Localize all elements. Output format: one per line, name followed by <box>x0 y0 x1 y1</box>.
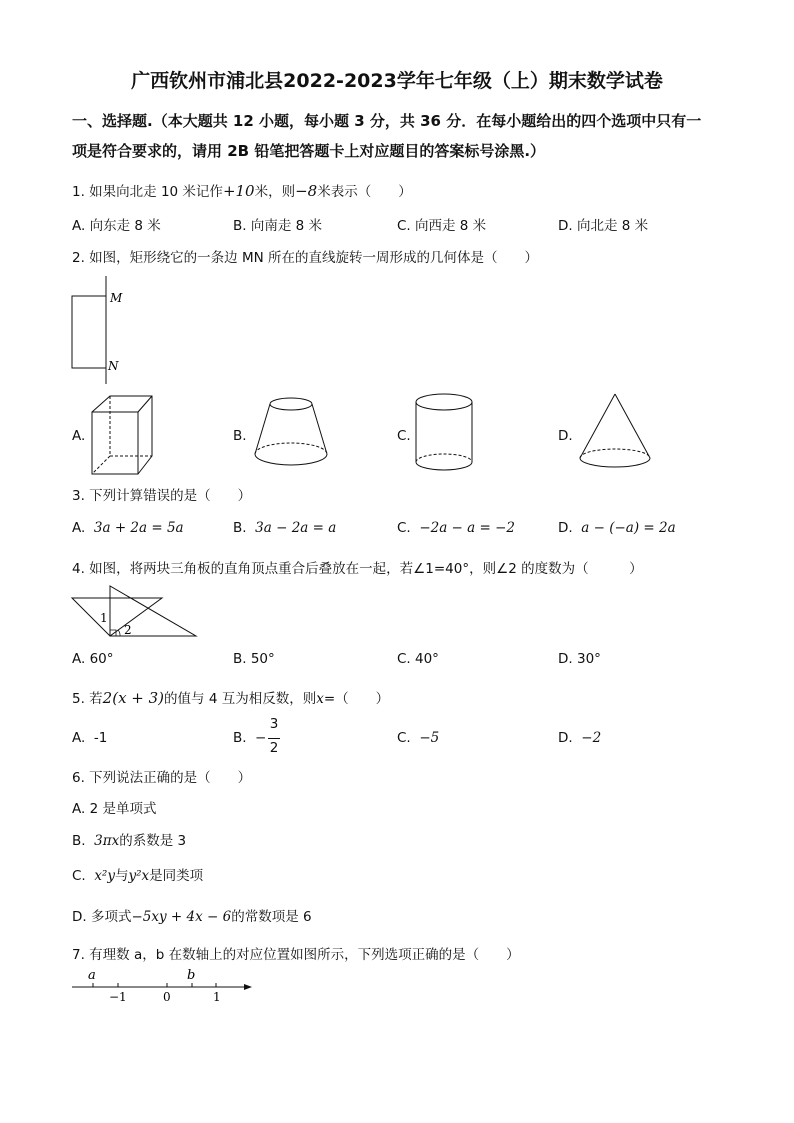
question-6-stem: 6. 下列说法正确的是（ ） <box>72 770 252 786</box>
tick-label-neg1: −1 <box>109 990 127 1004</box>
q6-option-d[interactable]: D. 多项式−5xy + 4x − 6的常数项是 6 <box>72 909 312 925</box>
number-line-figure <box>68 966 258 1006</box>
q1-option-b[interactable]: B. 向南走 8 米 <box>233 218 323 234</box>
question-1-stem: 1. 如果向北走 10 米记作+10米，则−8米表示（ ） <box>72 182 412 200</box>
q3-option-b[interactable]: B. 3a − 2a = a <box>233 520 337 536</box>
question-5-stem: 5. 若2(x + 3)的值与 4 互为相反数，则x=（ ） <box>72 689 390 707</box>
q1-option-a[interactable]: A. 向东走 8 米 <box>72 218 161 234</box>
fraction-denominator: 2 <box>269 740 279 756</box>
q4-option-c[interactable]: C. 40° <box>397 651 439 667</box>
q2-rectangle-figure <box>68 274 138 389</box>
point-b-label: b <box>187 968 196 983</box>
q3-option-d[interactable]: D. a − (−a) = 2a <box>558 520 676 536</box>
cylinder-figure <box>414 392 476 476</box>
question-4-stem: 4. 如图，将两块三角板的直角顶点重合后叠放在一起，若∠1=40°，则∠2 的度数为（ ） <box>72 561 643 577</box>
cone-figure <box>576 392 656 476</box>
q3-option-c[interactable]: C. −2a − a = −2 <box>397 520 515 536</box>
q3-option-a[interactable]: A. 3a + 2a = 5a <box>72 520 184 536</box>
label-n: N <box>108 359 119 373</box>
angle-1-label: 1 <box>100 611 108 625</box>
fraction-numerator: 3 <box>269 716 279 732</box>
frustum-figure <box>250 394 332 474</box>
tick-label-0: 0 <box>163 990 171 1004</box>
q2-option-c[interactable]: C. <box>397 428 411 444</box>
fraction-bar <box>268 738 280 739</box>
angle-2-label: 2 <box>124 623 132 637</box>
q1-option-c[interactable]: C. 向西走 8 米 <box>397 218 487 234</box>
cuboid-figure <box>86 392 156 480</box>
question-3-stem: 3. 下列计算错误的是（ ） <box>72 488 252 504</box>
question-7-stem: 7. 有理数 a，b 在数轴上的对应位置如图所示，下列选项正确的是（ ） <box>72 947 520 963</box>
section-heading-line2: 项是符合要求的，请用 2B 铅笔把答题卡上对应题目的答案标号涂黑.） <box>72 142 546 160</box>
question-2-stem: 2. 如图，矩形绕它的一条边 MN 所在的直线旋转一周形成的几何体是（ ） <box>72 250 538 266</box>
section-heading-line1: 一、选择题.（本大题共 12 小题，每小题 3 分，共 36 分．在每小题给出的四个选项中只有一 <box>72 112 702 130</box>
q6-option-a[interactable]: A. 2 是单项式 <box>72 801 157 817</box>
q2-option-b[interactable]: B. <box>233 428 247 444</box>
q2-option-d[interactable]: D. <box>558 428 573 444</box>
point-a-label: a <box>88 968 96 983</box>
q4-option-b[interactable]: B. 50° <box>233 651 275 667</box>
label-m: M <box>110 291 123 305</box>
page-title: 广西钦州市浦北县2022-2023学年七年级（上）期末数学试卷 <box>131 70 663 92</box>
q6-option-b[interactable]: B. 3πx的系数是 3 <box>72 833 187 849</box>
q5-option-c[interactable]: C. −5 <box>397 730 440 746</box>
q5-option-a[interactable]: A. -1 <box>72 730 108 746</box>
tick-label-1: 1 <box>213 990 221 1004</box>
q1-option-d[interactable]: D. 向北走 8 米 <box>558 218 649 234</box>
q4-option-a[interactable]: A. 60° <box>72 651 114 667</box>
q2-option-a[interactable]: A. <box>72 428 86 444</box>
q6-option-c[interactable]: C. x²y与y²x是同类项 <box>72 868 204 884</box>
q4-option-d[interactable]: D. 30° <box>558 651 601 667</box>
q4-triangles-figure <box>70 584 202 640</box>
q5-option-d[interactable]: D. −2 <box>558 730 602 746</box>
